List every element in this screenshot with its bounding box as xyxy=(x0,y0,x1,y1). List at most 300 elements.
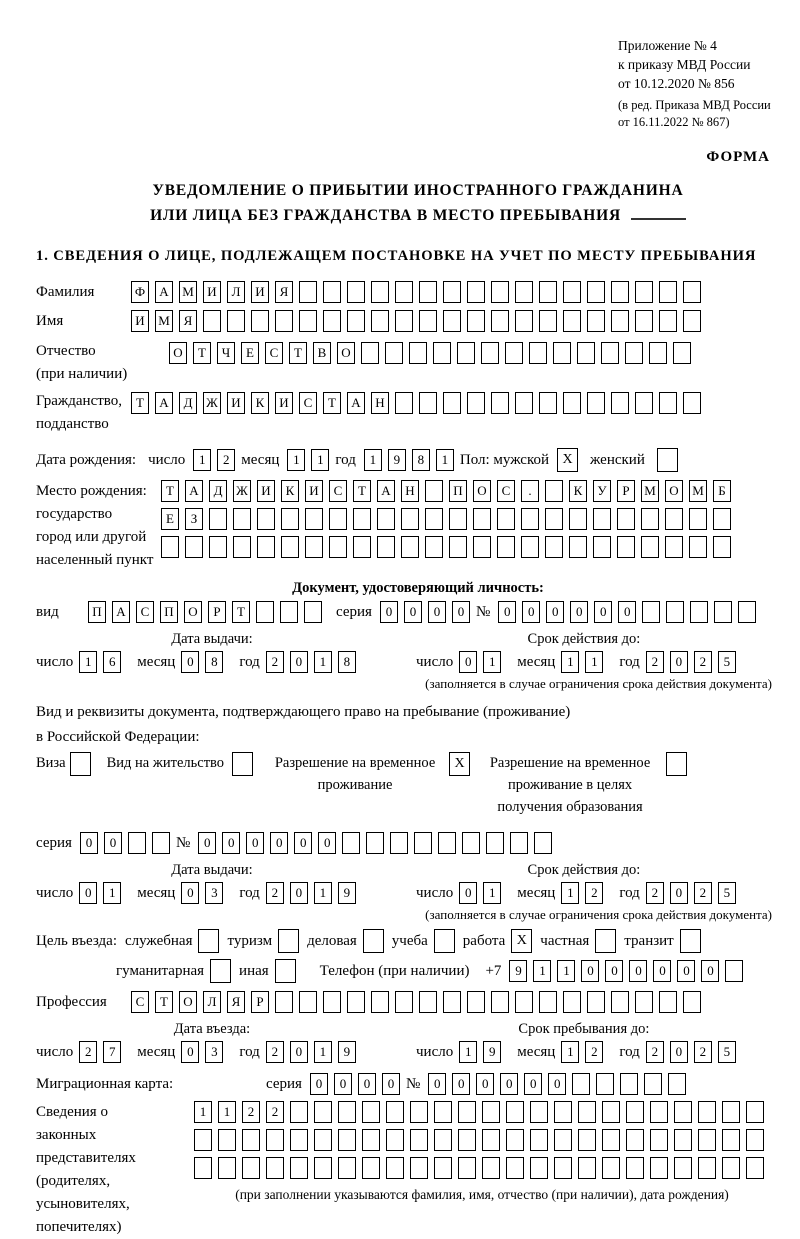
char-cell[interactable]: 0 xyxy=(428,601,446,623)
char-cell[interactable]: А xyxy=(155,392,173,414)
char-cell[interactable]: 0 xyxy=(476,1073,494,1095)
char-cell[interactable]: 0 xyxy=(605,960,623,982)
char-cell[interactable] xyxy=(635,310,653,332)
legal-reps-input-1[interactable] xyxy=(194,1101,770,1123)
char-cell[interactable]: Л xyxy=(227,281,245,303)
char-cell[interactable]: 2 xyxy=(242,1101,260,1123)
char-cell[interactable]: Ж xyxy=(203,392,221,414)
char-cell[interactable]: 8 xyxy=(338,651,356,673)
char-cell[interactable]: 2 xyxy=(646,1041,664,1063)
char-cell[interactable] xyxy=(152,832,170,854)
char-cell[interactable]: 2 xyxy=(646,651,664,673)
char-cell[interactable]: Т xyxy=(353,480,371,502)
char-cell[interactable]: О xyxy=(169,342,187,364)
char-cell[interactable]: 1 xyxy=(314,1041,332,1063)
char-cell[interactable]: С xyxy=(265,342,283,364)
char-cell[interactable]: Ч xyxy=(217,342,235,364)
char-cell[interactable]: П xyxy=(160,601,178,623)
char-cell[interactable] xyxy=(314,1101,332,1123)
char-cell[interactable] xyxy=(563,281,581,303)
char-cell[interactable]: О xyxy=(665,480,683,502)
char-cell[interactable] xyxy=(505,342,523,364)
char-cell[interactable] xyxy=(578,1101,596,1123)
char-cell[interactable]: 1 xyxy=(533,960,551,982)
char-cell[interactable] xyxy=(641,536,659,558)
char-cell[interactable] xyxy=(425,536,443,558)
char-cell[interactable] xyxy=(443,310,461,332)
char-cell[interactable] xyxy=(674,1129,692,1151)
char-cell[interactable]: 5 xyxy=(718,1041,736,1063)
name-input[interactable] xyxy=(131,310,707,332)
char-cell[interactable] xyxy=(521,536,539,558)
char-cell[interactable] xyxy=(323,310,341,332)
char-cell[interactable] xyxy=(467,281,485,303)
char-cell[interactable] xyxy=(539,392,557,414)
permit-issue-year-input[interactable] xyxy=(266,882,362,904)
char-cell[interactable]: 9 xyxy=(338,882,356,904)
char-cell[interactable] xyxy=(467,991,485,1013)
char-cell[interactable] xyxy=(281,536,299,558)
char-cell[interactable]: Е xyxy=(161,508,179,530)
char-cell[interactable]: О xyxy=(473,480,491,502)
char-cell[interactable] xyxy=(644,1073,662,1095)
permit-valid-month-input[interactable] xyxy=(561,882,609,904)
char-cell[interactable]: 2 xyxy=(266,651,284,673)
char-cell[interactable] xyxy=(329,508,347,530)
birthplace-input-2[interactable] xyxy=(161,508,737,530)
char-cell[interactable]: 0 xyxy=(222,832,240,854)
char-cell[interactable] xyxy=(425,508,443,530)
char-cell[interactable] xyxy=(626,1129,644,1151)
char-cell[interactable]: 0 xyxy=(198,832,216,854)
char-cell[interactable]: 5 xyxy=(718,882,736,904)
char-cell[interactable]: 0 xyxy=(524,1073,542,1095)
char-cell[interactable]: Я xyxy=(179,310,197,332)
char-cell[interactable]: 8 xyxy=(412,449,430,471)
char-cell[interactable]: С xyxy=(329,480,347,502)
char-cell[interactable]: 0 xyxy=(80,832,98,854)
char-cell[interactable] xyxy=(515,281,533,303)
stay-month-input[interactable] xyxy=(561,1041,609,1063)
char-cell[interactable] xyxy=(683,991,701,1013)
char-cell[interactable] xyxy=(425,480,443,502)
char-cell[interactable] xyxy=(722,1129,740,1151)
char-cell[interactable] xyxy=(443,281,461,303)
char-cell[interactable] xyxy=(128,832,146,854)
purpose-private-checkbox[interactable] xyxy=(595,929,616,953)
char-cell[interactable]: Н xyxy=(371,392,389,414)
stay-day-input[interactable] xyxy=(459,1041,507,1063)
char-cell[interactable] xyxy=(529,342,547,364)
char-cell[interactable] xyxy=(410,1129,428,1151)
char-cell[interactable]: Т xyxy=(161,480,179,502)
char-cell[interactable]: З xyxy=(185,508,203,530)
char-cell[interactable] xyxy=(554,1129,572,1151)
char-cell[interactable] xyxy=(434,1101,452,1123)
char-cell[interactable]: 1 xyxy=(459,1041,477,1063)
legal-reps-input-2[interactable] xyxy=(194,1129,770,1151)
char-cell[interactable] xyxy=(305,508,323,530)
char-cell[interactable]: 0 xyxy=(181,882,199,904)
char-cell[interactable]: О xyxy=(179,991,197,1013)
entry-year-input[interactable] xyxy=(266,1041,362,1063)
char-cell[interactable] xyxy=(497,508,515,530)
profession-input[interactable] xyxy=(131,991,707,1013)
citizenship-input[interactable] xyxy=(131,392,707,414)
char-cell[interactable]: 0 xyxy=(670,882,688,904)
char-cell[interactable] xyxy=(290,1129,308,1151)
char-cell[interactable]: 1 xyxy=(561,1041,579,1063)
char-cell[interactable]: 1 xyxy=(483,882,501,904)
char-cell[interactable] xyxy=(545,480,563,502)
char-cell[interactable] xyxy=(281,508,299,530)
purpose-work-checkbox[interactable]: X xyxy=(511,929,532,953)
char-cell[interactable]: Т xyxy=(131,392,149,414)
char-cell[interactable] xyxy=(563,392,581,414)
char-cell[interactable] xyxy=(659,392,677,414)
char-cell[interactable]: 0 xyxy=(404,601,422,623)
char-cell[interactable] xyxy=(515,392,533,414)
char-cell[interactable] xyxy=(569,536,587,558)
char-cell[interactable] xyxy=(587,310,605,332)
char-cell[interactable] xyxy=(290,1157,308,1179)
char-cell[interactable]: Т xyxy=(323,392,341,414)
char-cell[interactable]: О xyxy=(337,342,355,364)
char-cell[interactable] xyxy=(683,310,701,332)
char-cell[interactable]: 0 xyxy=(670,651,688,673)
char-cell[interactable] xyxy=(419,310,437,332)
char-cell[interactable]: 0 xyxy=(79,882,97,904)
char-cell[interactable] xyxy=(625,342,643,364)
char-cell[interactable] xyxy=(602,1129,620,1151)
doc-valid-day-input[interactable] xyxy=(459,651,507,673)
sex-male-checkbox[interactable]: X xyxy=(557,448,578,472)
char-cell[interactable] xyxy=(713,536,731,558)
doc-valid-year-input[interactable] xyxy=(646,651,742,673)
char-cell[interactable]: 0 xyxy=(246,832,264,854)
char-cell[interactable]: 1 xyxy=(218,1101,236,1123)
char-cell[interactable]: Т xyxy=(193,342,211,364)
char-cell[interactable] xyxy=(256,601,274,623)
char-cell[interactable]: И xyxy=(305,480,323,502)
char-cell[interactable] xyxy=(338,1129,356,1151)
char-cell[interactable]: 6 xyxy=(103,651,121,673)
char-cell[interactable]: 2 xyxy=(585,1041,603,1063)
char-cell[interactable]: И xyxy=(275,392,293,414)
char-cell[interactable] xyxy=(617,536,635,558)
char-cell[interactable]: 9 xyxy=(509,960,527,982)
char-cell[interactable]: 0 xyxy=(382,1073,400,1095)
char-cell[interactable] xyxy=(746,1157,764,1179)
char-cell[interactable] xyxy=(491,281,509,303)
char-cell[interactable] xyxy=(554,1157,572,1179)
doc-series-input[interactable] xyxy=(380,601,476,623)
char-cell[interactable] xyxy=(366,832,384,854)
char-cell[interactable] xyxy=(275,991,293,1013)
char-cell[interactable]: 2 xyxy=(646,882,664,904)
char-cell[interactable]: 0 xyxy=(522,601,540,623)
char-cell[interactable]: П xyxy=(449,480,467,502)
char-cell[interactable]: 0 xyxy=(104,832,122,854)
char-cell[interactable]: Ф xyxy=(131,281,149,303)
char-cell[interactable]: 1 xyxy=(314,882,332,904)
char-cell[interactable]: 1 xyxy=(364,449,382,471)
char-cell[interactable]: 1 xyxy=(287,449,305,471)
char-cell[interactable] xyxy=(674,1101,692,1123)
char-cell[interactable]: С xyxy=(497,480,515,502)
char-cell[interactable] xyxy=(620,1073,638,1095)
char-cell[interactable]: 1 xyxy=(436,449,454,471)
char-cell[interactable] xyxy=(390,832,408,854)
char-cell[interactable]: 2 xyxy=(585,882,603,904)
char-cell[interactable]: М xyxy=(155,310,173,332)
char-cell[interactable] xyxy=(458,1129,476,1151)
char-cell[interactable] xyxy=(251,310,269,332)
char-cell[interactable]: 0 xyxy=(546,601,564,623)
char-cell[interactable]: К xyxy=(251,392,269,414)
char-cell[interactable] xyxy=(242,1129,260,1151)
char-cell[interactable] xyxy=(449,508,467,530)
char-cell[interactable] xyxy=(482,1101,500,1123)
char-cell[interactable] xyxy=(401,536,419,558)
char-cell[interactable]: 0 xyxy=(181,1041,199,1063)
doc-vid-input[interactable] xyxy=(88,601,328,623)
temp-permit-edu-checkbox[interactable] xyxy=(666,752,687,776)
char-cell[interactable] xyxy=(515,991,533,1013)
char-cell[interactable] xyxy=(534,832,552,854)
char-cell[interactable] xyxy=(563,310,581,332)
char-cell[interactable]: В xyxy=(313,342,331,364)
visa-checkbox[interactable] xyxy=(70,752,91,776)
char-cell[interactable] xyxy=(665,508,683,530)
char-cell[interactable] xyxy=(635,392,653,414)
legal-reps-input-3[interactable] xyxy=(194,1157,770,1179)
phone-input[interactable] xyxy=(509,960,749,982)
char-cell[interactable]: 2 xyxy=(694,651,712,673)
char-cell[interactable] xyxy=(314,1157,332,1179)
char-cell[interactable]: 2 xyxy=(266,882,284,904)
permit-number-input[interactable] xyxy=(198,832,558,854)
char-cell[interactable] xyxy=(683,392,701,414)
char-cell[interactable]: С xyxy=(131,991,149,1013)
char-cell[interactable]: Л xyxy=(203,991,221,1013)
char-cell[interactable]: 1 xyxy=(585,651,603,673)
char-cell[interactable] xyxy=(722,1101,740,1123)
char-cell[interactable] xyxy=(725,960,743,982)
char-cell[interactable]: Б xyxy=(713,480,731,502)
char-cell[interactable] xyxy=(161,536,179,558)
char-cell[interactable] xyxy=(626,1157,644,1179)
char-cell[interactable]: 0 xyxy=(290,882,308,904)
char-cell[interactable] xyxy=(414,832,432,854)
char-cell[interactable]: 5 xyxy=(718,651,736,673)
char-cell[interactable] xyxy=(443,991,461,1013)
char-cell[interactable] xyxy=(698,1157,716,1179)
char-cell[interactable]: 0 xyxy=(318,832,336,854)
char-cell[interactable] xyxy=(626,1101,644,1123)
birth-day-input[interactable] xyxy=(193,449,241,471)
char-cell[interactable] xyxy=(649,342,667,364)
char-cell[interactable] xyxy=(642,601,660,623)
char-cell[interactable] xyxy=(666,601,684,623)
char-cell[interactable]: 0 xyxy=(701,960,719,982)
char-cell[interactable] xyxy=(218,1129,236,1151)
char-cell[interactable]: 0 xyxy=(459,882,477,904)
char-cell[interactable]: К xyxy=(281,480,299,502)
char-cell[interactable] xyxy=(539,991,557,1013)
char-cell[interactable]: Н xyxy=(401,480,419,502)
stay-year-input[interactable] xyxy=(646,1041,742,1063)
char-cell[interactable] xyxy=(410,1101,428,1123)
char-cell[interactable]: А xyxy=(112,601,130,623)
char-cell[interactable]: 1 xyxy=(314,651,332,673)
doc-number-input[interactable] xyxy=(498,601,762,623)
purpose-humanitarian-checkbox[interactable] xyxy=(210,959,231,983)
doc-valid-month-input[interactable] xyxy=(561,651,609,673)
char-cell[interactable] xyxy=(233,508,251,530)
char-cell[interactable]: 3 xyxy=(205,1041,223,1063)
char-cell[interactable]: И xyxy=(203,281,221,303)
char-cell[interactable]: 0 xyxy=(452,1073,470,1095)
char-cell[interactable] xyxy=(611,281,629,303)
char-cell[interactable]: 1 xyxy=(193,449,211,471)
char-cell[interactable] xyxy=(458,1157,476,1179)
char-cell[interactable] xyxy=(569,508,587,530)
char-cell[interactable]: 0 xyxy=(452,601,470,623)
char-cell[interactable] xyxy=(194,1129,212,1151)
char-cell[interactable]: А xyxy=(377,480,395,502)
char-cell[interactable] xyxy=(491,310,509,332)
char-cell[interactable] xyxy=(395,392,413,414)
char-cell[interactable] xyxy=(386,1101,404,1123)
char-cell[interactable]: О xyxy=(184,601,202,623)
char-cell[interactable] xyxy=(577,342,595,364)
char-cell[interactable] xyxy=(299,991,317,1013)
char-cell[interactable] xyxy=(545,508,563,530)
char-cell[interactable] xyxy=(449,536,467,558)
permit-issue-month-input[interactable] xyxy=(181,882,229,904)
char-cell[interactable] xyxy=(738,601,756,623)
char-cell[interactable]: 0 xyxy=(294,832,312,854)
char-cell[interactable]: Р xyxy=(208,601,226,623)
char-cell[interactable] xyxy=(347,281,365,303)
char-cell[interactable] xyxy=(401,508,419,530)
permit-valid-day-input[interactable] xyxy=(459,882,507,904)
birthplace-input-3[interactable] xyxy=(161,536,737,558)
char-cell[interactable] xyxy=(395,281,413,303)
char-cell[interactable] xyxy=(659,281,677,303)
char-cell[interactable]: 3 xyxy=(205,882,223,904)
char-cell[interactable] xyxy=(371,310,389,332)
char-cell[interactable] xyxy=(457,342,475,364)
char-cell[interactable] xyxy=(713,508,731,530)
char-cell[interactable] xyxy=(689,508,707,530)
char-cell[interactable] xyxy=(617,508,635,530)
char-cell[interactable] xyxy=(409,342,427,364)
char-cell[interactable] xyxy=(530,1101,548,1123)
char-cell[interactable]: 0 xyxy=(358,1073,376,1095)
char-cell[interactable] xyxy=(674,1157,692,1179)
char-cell[interactable] xyxy=(361,342,379,364)
char-cell[interactable] xyxy=(602,1101,620,1123)
char-cell[interactable]: 0 xyxy=(594,601,612,623)
char-cell[interactable]: 2 xyxy=(79,1041,97,1063)
purpose-tourism-checkbox[interactable] xyxy=(278,929,299,953)
char-cell[interactable] xyxy=(673,342,691,364)
char-cell[interactable]: 9 xyxy=(338,1041,356,1063)
char-cell[interactable]: 0 xyxy=(459,651,477,673)
char-cell[interactable] xyxy=(362,1101,380,1123)
char-cell[interactable] xyxy=(635,281,653,303)
char-cell[interactable] xyxy=(659,991,677,1013)
char-cell[interactable] xyxy=(305,536,323,558)
char-cell[interactable]: П xyxy=(88,601,106,623)
char-cell[interactable]: 9 xyxy=(388,449,406,471)
char-cell[interactable]: 2 xyxy=(217,449,235,471)
char-cell[interactable]: С xyxy=(299,392,317,414)
char-cell[interactable] xyxy=(641,508,659,530)
char-cell[interactable]: Е xyxy=(241,342,259,364)
char-cell[interactable] xyxy=(491,392,509,414)
migration-series-input[interactable] xyxy=(310,1073,406,1095)
char-cell[interactable] xyxy=(458,1101,476,1123)
char-cell[interactable] xyxy=(690,601,708,623)
char-cell[interactable] xyxy=(601,342,619,364)
char-cell[interactable]: 1 xyxy=(557,960,575,982)
char-cell[interactable] xyxy=(257,536,275,558)
char-cell[interactable] xyxy=(362,1157,380,1179)
char-cell[interactable] xyxy=(497,536,515,558)
char-cell[interactable] xyxy=(434,1157,452,1179)
char-cell[interactable]: 1 xyxy=(311,449,329,471)
char-cell[interactable] xyxy=(386,1129,404,1151)
char-cell[interactable] xyxy=(578,1129,596,1151)
char-cell[interactable] xyxy=(659,310,677,332)
char-cell[interactable]: Ж xyxy=(233,480,251,502)
char-cell[interactable]: 0 xyxy=(181,651,199,673)
char-cell[interactable] xyxy=(419,392,437,414)
char-cell[interactable] xyxy=(587,991,605,1013)
char-cell[interactable] xyxy=(698,1129,716,1151)
char-cell[interactable] xyxy=(362,1129,380,1151)
char-cell[interactable] xyxy=(596,1073,614,1095)
char-cell[interactable]: 0 xyxy=(670,1041,688,1063)
char-cell[interactable] xyxy=(611,392,629,414)
char-cell[interactable]: 0 xyxy=(548,1073,566,1095)
patronymic-input[interactable] xyxy=(169,342,697,364)
char-cell[interactable] xyxy=(698,1101,716,1123)
char-cell[interactable] xyxy=(593,536,611,558)
char-cell[interactable] xyxy=(746,1101,764,1123)
char-cell[interactable] xyxy=(665,536,683,558)
char-cell[interactable] xyxy=(530,1157,548,1179)
char-cell[interactable]: 2 xyxy=(694,882,712,904)
char-cell[interactable]: 0 xyxy=(310,1073,328,1095)
char-cell[interactable] xyxy=(386,1157,404,1179)
char-cell[interactable] xyxy=(266,1157,284,1179)
char-cell[interactable] xyxy=(353,508,371,530)
char-cell[interactable] xyxy=(257,508,275,530)
char-cell[interactable] xyxy=(275,310,293,332)
char-cell[interactable]: 2 xyxy=(266,1101,284,1123)
char-cell[interactable] xyxy=(433,342,451,364)
char-cell[interactable]: 0 xyxy=(334,1073,352,1095)
char-cell[interactable]: 9 xyxy=(483,1041,501,1063)
char-cell[interactable]: М xyxy=(179,281,197,303)
char-cell[interactable]: 0 xyxy=(290,651,308,673)
char-cell[interactable] xyxy=(377,536,395,558)
char-cell[interactable] xyxy=(515,310,533,332)
